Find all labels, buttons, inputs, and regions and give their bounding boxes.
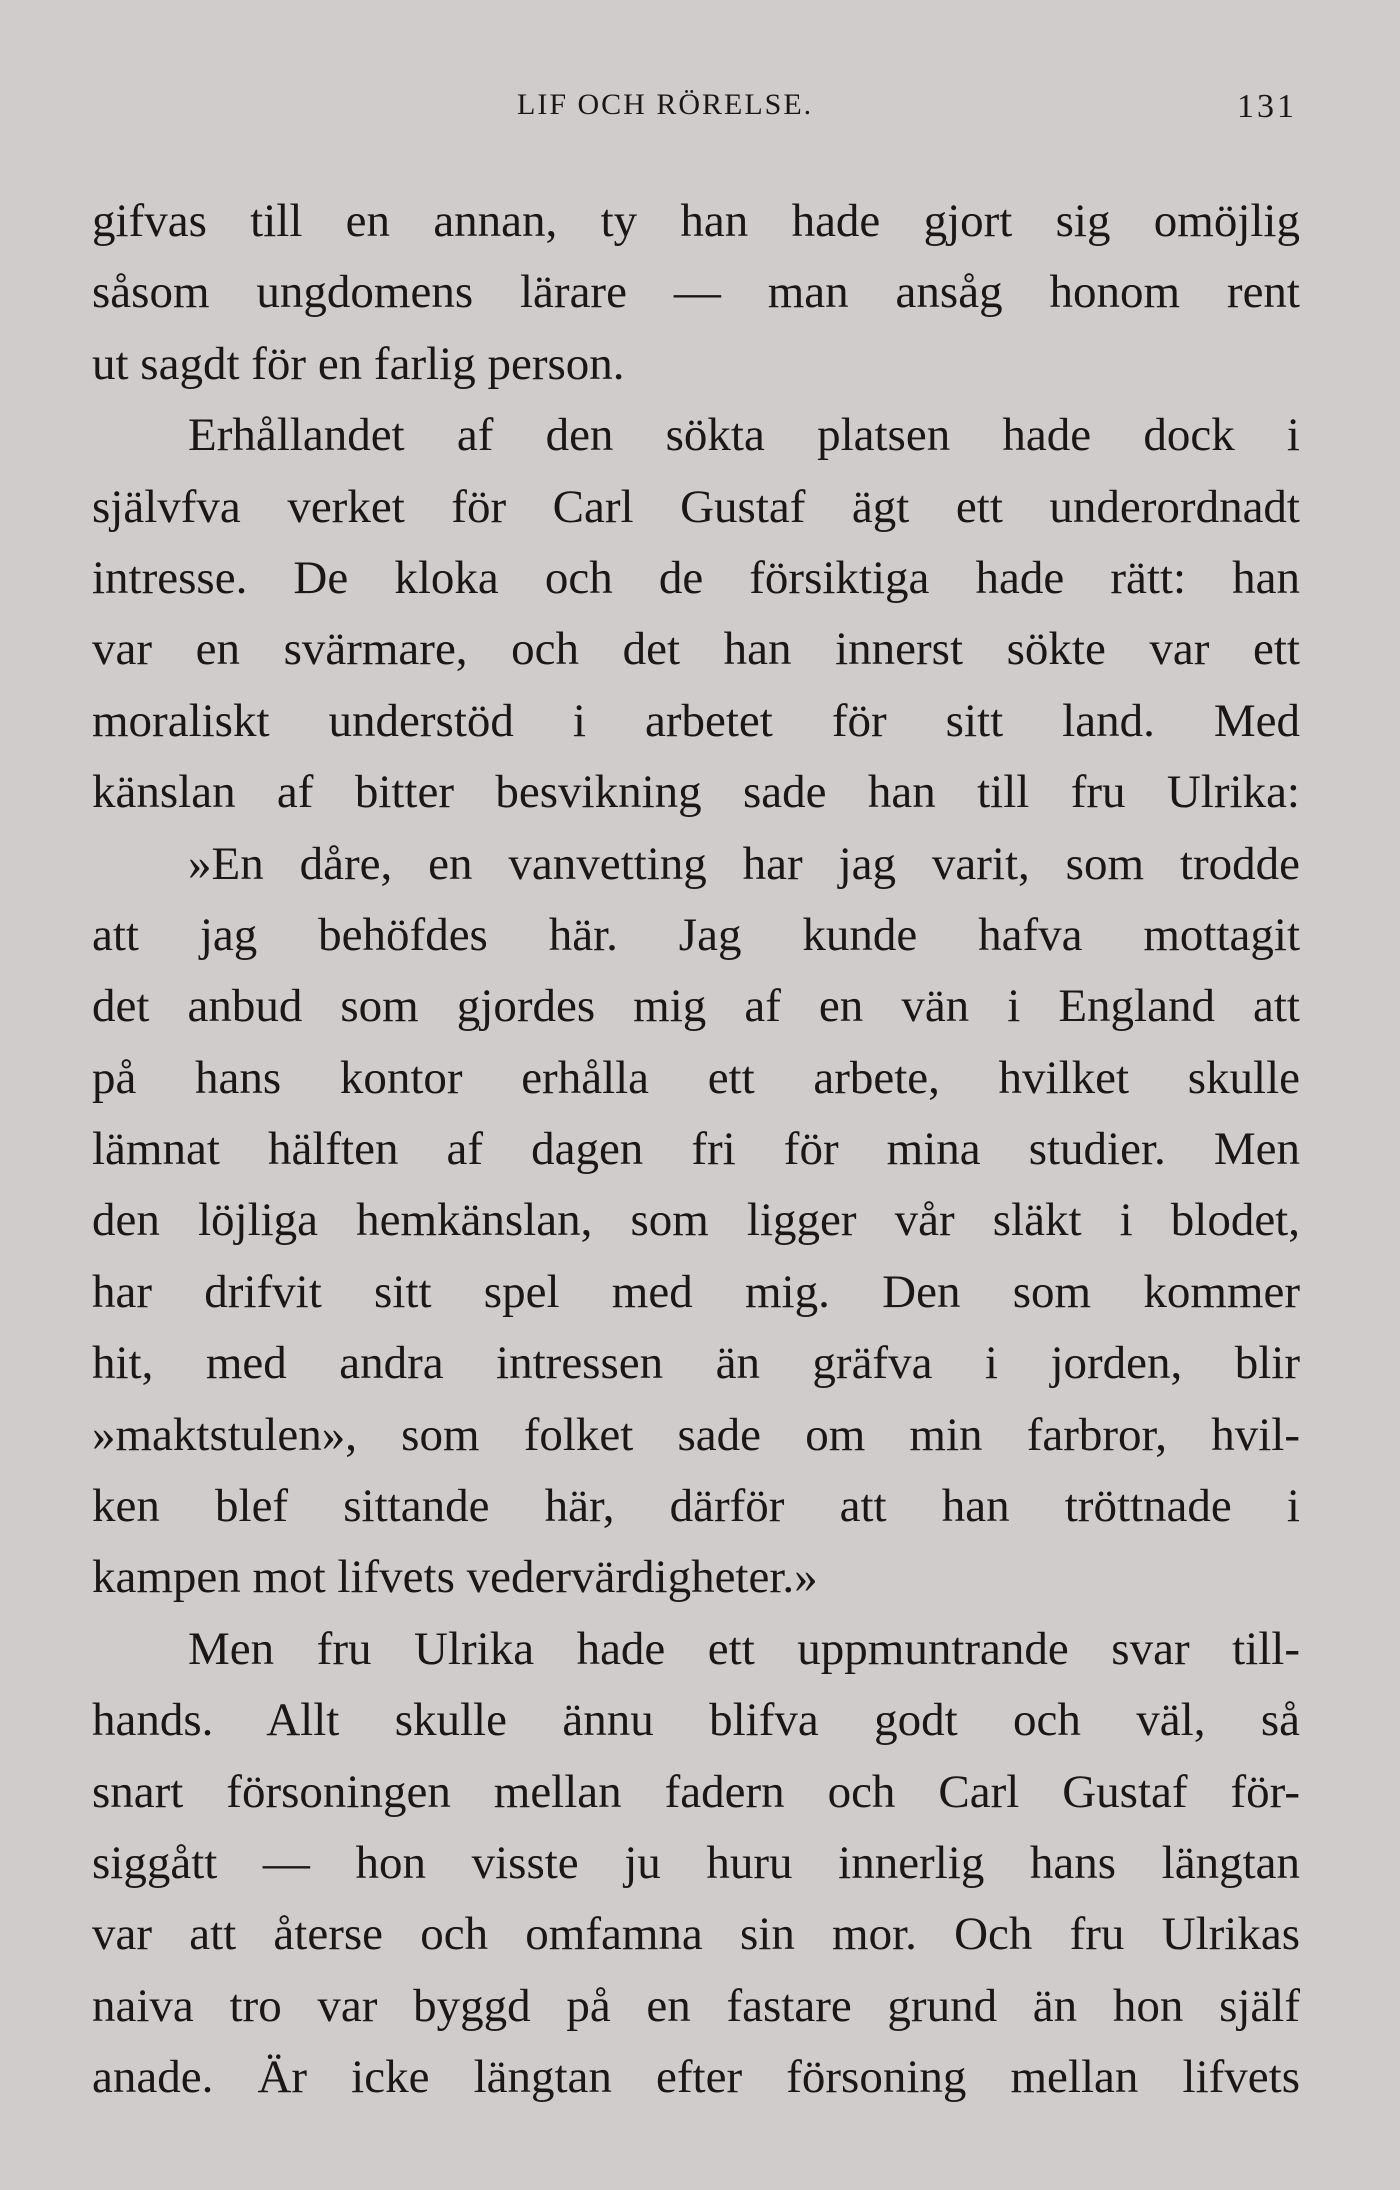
text-line: det anbud som gjordes mig af en vän i England att: [92, 980, 1300, 1033]
text-line: lämnat hälften af dagen fri för mina studier. Men: [92, 1123, 1300, 1176]
text-line: naiva tro var byggd på en fastare grund än hon själf: [92, 1979, 1300, 2032]
text-line: att jag behöfdes här. Jag kunde hafva mottagit: [92, 908, 1300, 961]
text-line: hit, med andra intressen än gräfva i jorden, blir: [92, 1337, 1300, 1390]
text-line: ut sagdt för en farlig person.: [92, 337, 625, 390]
text-line: Erhållandet af den sökta platsen hade dock i: [188, 409, 1300, 462]
text-line: siggått — hon visste ju huru innerlig hans längtan: [92, 1836, 1300, 1889]
text-line: var att återse och omfamna sin mor. Och fru Ulrikas: [92, 1908, 1300, 1961]
text-line: moraliskt understöd i arbetet för sitt land. Med: [92, 694, 1300, 747]
text-line: den löjliga hemkänslan, som ligger vår släkt i blodet,: [92, 1194, 1300, 1247]
text-line: Men fru Ulrika hade ett uppmuntrande svar till-: [188, 1622, 1300, 1675]
text-line: hands. Allt skulle ännu blifva godt och väl, så: [92, 1694, 1300, 1747]
text-line: självfva verket för Carl Gustaf ägt ett underordnadt: [92, 480, 1300, 533]
text-line: gifvas till en annan, ty han hade gjort sig omöjlig: [92, 195, 1300, 247]
text-line: snart försoningen mellan fadern och Carl Gustaf för-: [92, 1765, 1300, 1818]
text-line: »En dåre, en vanvetting har jag varit, som trodde: [188, 837, 1300, 890]
text-line: ken blef sittande här, därför att han tröttnade i: [92, 1480, 1300, 1533]
page-number: 131: [1237, 88, 1297, 125]
page-header: [92, 88, 1297, 132]
text-line: såsom ungdomens lärare — man ansåg honom rent: [92, 266, 1300, 319]
text-line: har drifvit sitt spel med mig. Den som kommer: [92, 1265, 1300, 1318]
running-head: LIF OCH RÖRELSE.: [517, 88, 814, 121]
text-line: anade. Är icke längtan efter försoning mellan lifvets: [92, 2051, 1300, 2104]
text-line: kampen mot lifvets vedervärdigheter.»: [92, 1551, 818, 1604]
text-line: intresse. De kloka och de försiktiga hade rätt: han: [92, 551, 1300, 604]
body-text: [92, 186, 1300, 2114]
text-line: känslan af bitter besvikning sade han till fru Ulrika:: [92, 766, 1300, 819]
text-line: var en svärmare, och det han innerst sökte var ett: [92, 623, 1300, 676]
text-line: »maktstulen», som folket sade om min farbror, hvil-: [92, 1408, 1300, 1461]
text-line: på hans kontor erhålla ett arbete, hvilket skulle: [92, 1051, 1300, 1104]
